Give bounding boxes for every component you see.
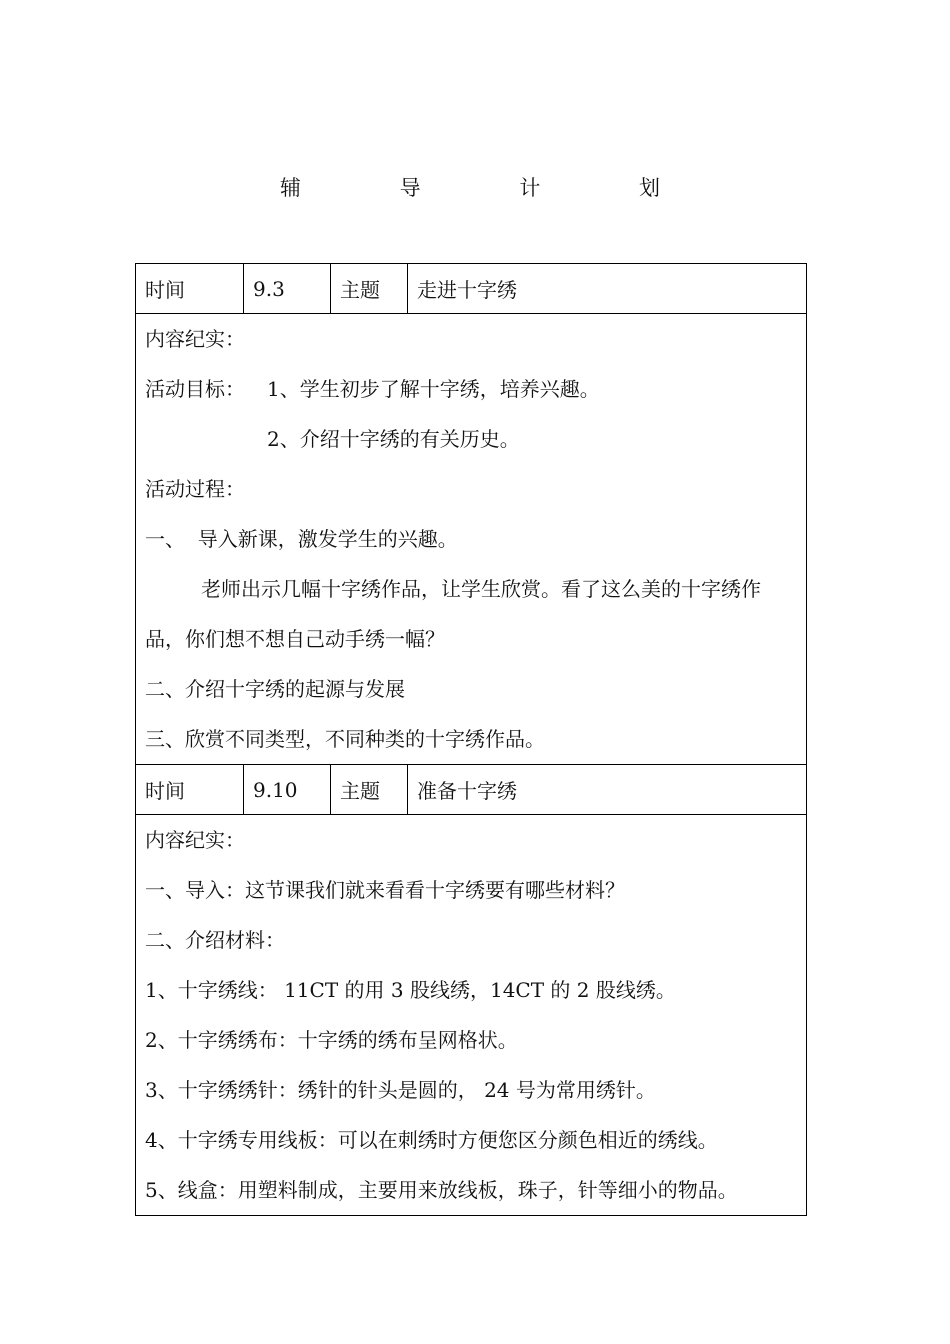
content-line: 2、十字绣绣布：十字绣的绣布呈网格状。	[145, 1028, 518, 1052]
session-1-content	[136, 314, 807, 765]
content-label: 内容纪实：	[145, 327, 245, 351]
session-2-header-row	[136, 765, 807, 815]
content-line: 1、十字绣线： 11CT 的用 3 股线绣，14CT 的 2 股线绣。	[145, 978, 676, 1002]
goal-item: 1、学生初步了解十字绣，培养兴趣。	[267, 377, 600, 401]
goal-line-1	[145, 364, 798, 414]
process-step-3: 三、欣赏不同类型，不同种类的十字绣作品。	[145, 727, 545, 751]
session-2-content	[136, 815, 807, 1216]
process-step-1-detail: 老师出示几幅十字绣作品，让学生欣赏。看了这么美的十字绣作品，你们想不想自己动手绣一幅？	[145, 577, 761, 651]
topic-label: 主题	[331, 264, 408, 314]
topic-label: 主题	[331, 765, 408, 815]
time-value: 9.3	[244, 264, 331, 314]
content-line: 一、导入：这节课我们就来看看十字绣要有哪些材料？	[145, 878, 625, 902]
content-line: 5、线盒：用塑料制成，主要用来放线板，珠子，针等细小的物品。	[145, 1178, 738, 1202]
session-2-content-row	[136, 815, 807, 1216]
time-label: 时间	[136, 264, 244, 314]
page-title: 辅 导 计 划	[279, 176, 707, 200]
content-line: 二、介绍材料：	[145, 928, 285, 952]
session-1-content-row	[136, 314, 807, 765]
process-step-1: 一、 导入新课，激发学生的兴趣。	[145, 527, 458, 551]
content-label: 内容纪实：	[145, 828, 245, 852]
content-line: 3、十字绣绣针：绣针的针头是圆的， 24 号为常用绣针。	[145, 1078, 656, 1102]
goal-item: 2、介绍十字绣的有关历史。	[267, 427, 520, 451]
goal-line-2	[145, 414, 798, 464]
topic-value: 走进十字绣	[408, 264, 807, 314]
process-step-2: 二、介绍十字绣的起源与发展	[145, 677, 405, 701]
topic-value: 准备十字绣	[408, 765, 807, 815]
process-label: 活动过程：	[145, 477, 245, 501]
tutoring-plan-table	[135, 263, 807, 1216]
session-1-header-row	[136, 264, 807, 314]
goal-label: 活动目标：	[145, 377, 245, 401]
content-line: 4、十字绣专用线板：可以在刺绣时方便您区分颜色相近的绣线。	[145, 1128, 718, 1152]
time-label: 时间	[136, 765, 244, 815]
time-value: 9.10	[244, 765, 331, 815]
